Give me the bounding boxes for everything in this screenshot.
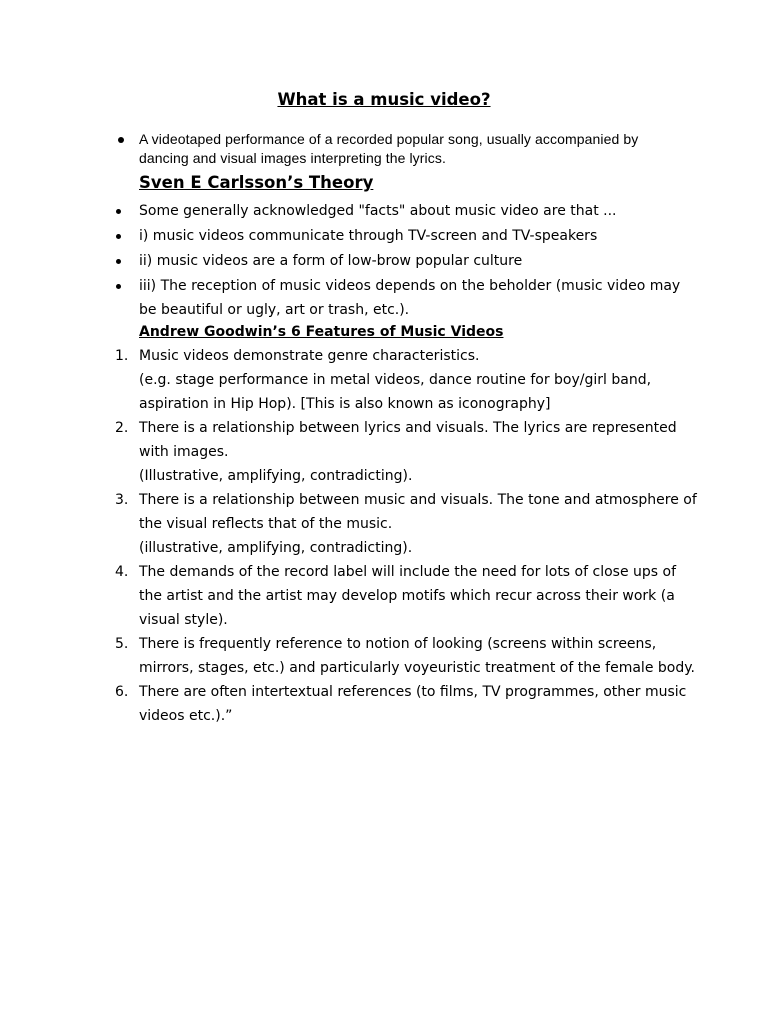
item-line: There is a relationship between lyrics and visuals. The lyrics are represented with images.: [139, 420, 677, 460]
item-line: Music videos demonstrate genre characteristics.: [139, 348, 480, 364]
goodwin-heading: Andrew Goodwin’s 6 Features of Music Videos: [139, 324, 504, 340]
page-title: What is a music video?: [277, 90, 491, 109]
item-number: 1.: [115, 348, 129, 364]
list-item: [110, 680, 700, 728]
item-line: (illustrative, amplifying, contradicting).: [139, 540, 413, 556]
list-item-text: iii) The reception of music videos depends on the beholder (music video may be beautiful or ugly, art or trash, etc.).: [139, 278, 681, 318]
bullet-icon: [116, 209, 121, 214]
item-number: 3.: [115, 492, 129, 508]
item-line: The demands of the record label will include the need for lots of close ups of the artist and the artist may develop motifs which recur across their work (a visual style).: [139, 564, 677, 628]
list-item: [110, 632, 700, 680]
goodwin-feature-list: [110, 344, 700, 728]
item-line: There is a relationship between music and visuals. The tone and atmosphere of the visual reflects that of the music.: [139, 492, 697, 532]
carlsson-heading: Sven E Carlsson’s Theory: [139, 173, 374, 192]
bullet-icon: [116, 284, 121, 289]
list-item: [110, 274, 700, 322]
item-number: 6.: [115, 684, 129, 700]
list-item-text: i) music videos communicate through TV-screen and TV-speakers: [139, 228, 598, 244]
item-number: 2.: [115, 420, 129, 436]
item-line: There are often intertextual references (to films, TV programmes, other music videos etc.).”: [139, 684, 687, 724]
intro-text: A videotaped performance of a recorded popular song, usually accompanied by dancing and visual images interpreting the lyrics.: [139, 131, 639, 166]
item-line: There is frequently reference to notion of looking (screens within screens, mirrors, stages, etc.) and particularly voyeuristic treatment of the female body.: [139, 636, 695, 676]
bullet-icon: [116, 234, 121, 239]
item-number: 4.: [115, 564, 129, 580]
list-item: [110, 249, 700, 273]
list-item: [110, 560, 700, 632]
item-number: 5.: [115, 636, 129, 652]
list-item-text: Some generally acknowledged "facts" about music video are that ...: [139, 203, 617, 219]
list-item: [110, 488, 700, 560]
list-item: [110, 416, 700, 488]
intro-bullet: [118, 130, 678, 168]
bullet-icon: [116, 259, 121, 264]
item-line: (e.g. stage performance in metal videos, dance routine for boy/girl band, aspiration in Hip Hop). [This is also known as iconography]: [139, 372, 652, 412]
bullet-icon: [118, 137, 124, 143]
list-item: [110, 344, 700, 416]
list-item: [110, 199, 700, 223]
carlsson-bullet-list: [110, 199, 700, 323]
list-item: [110, 224, 700, 248]
item-line: (Illustrative, amplifying, contradicting).: [139, 468, 413, 484]
list-item-text: ii) music videos are a form of low-brow popular culture: [139, 253, 523, 269]
